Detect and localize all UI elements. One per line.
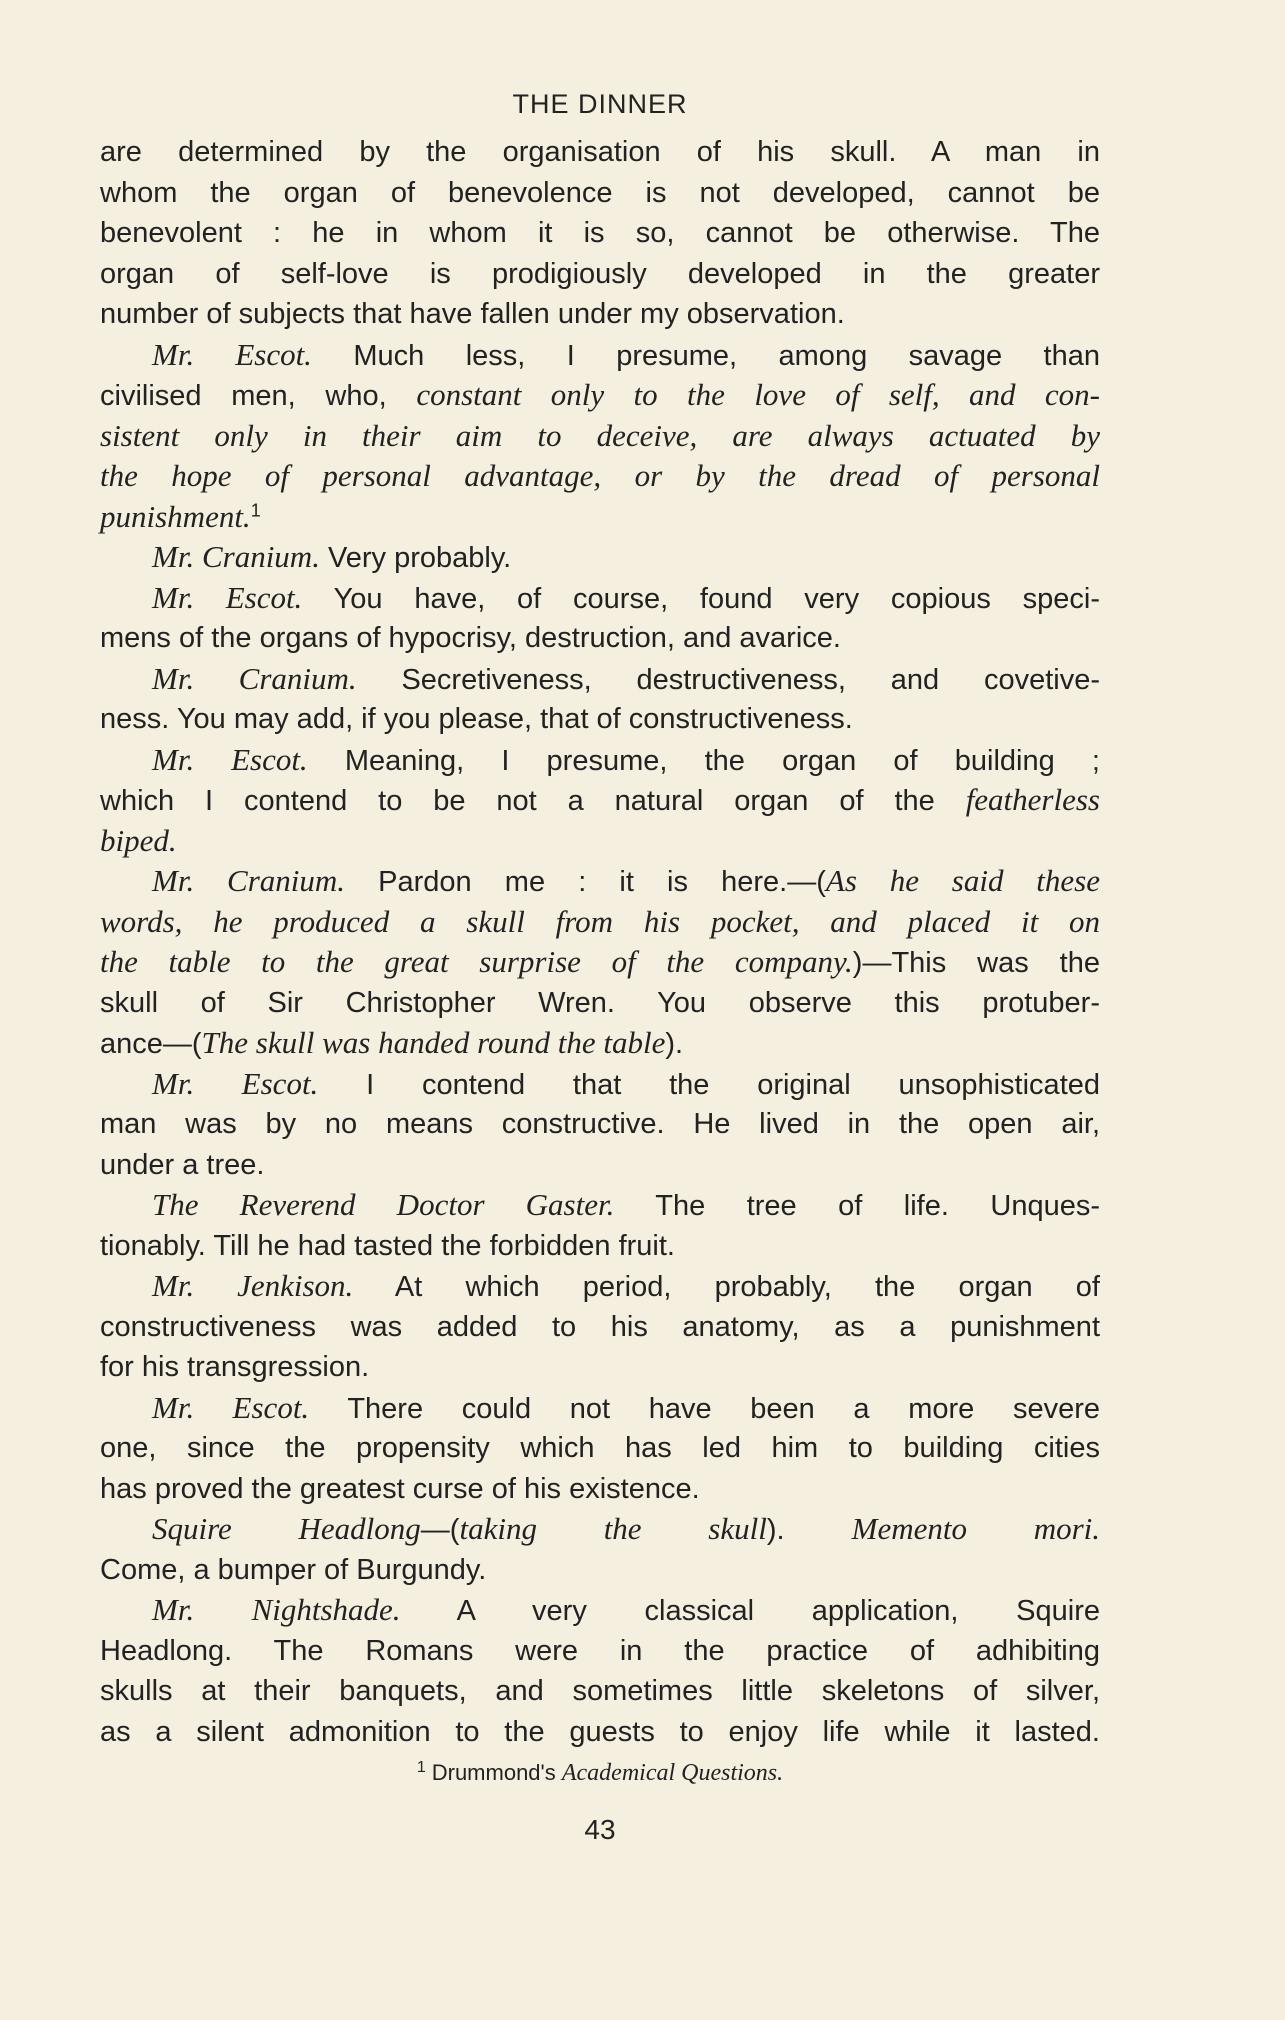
text-segment: The tree of life. Unques- bbox=[614, 1190, 1100, 1222]
italic-text: words, he produced a skull from his pocket, and placed it on bbox=[100, 903, 1100, 939]
italic-text: Mr. Escot. bbox=[152, 1065, 319, 1101]
page-number: 43 bbox=[584, 1814, 616, 1845]
text-line bbox=[100, 1712, 1100, 1753]
text-line bbox=[100, 1590, 1100, 1631]
text-segment: as a silent admonition to the guests to enjoy life while it lasted. bbox=[100, 1715, 1100, 1748]
text-segment: )—This was the bbox=[852, 947, 1100, 979]
text-line bbox=[100, 861, 1100, 902]
italic-text: Memento mori. bbox=[851, 1511, 1101, 1546]
italic-text: Mr. Cranium. bbox=[152, 539, 320, 574]
italic-text: Mr. Cranium. bbox=[152, 660, 357, 696]
book-page bbox=[100, 84, 1100, 1850]
body-text bbox=[100, 132, 1100, 1752]
text-segment: Headlong. The Romans were in the practice of adhibiting bbox=[100, 1634, 1100, 1667]
text-segment: At which period, probably, the organ of bbox=[353, 1271, 1100, 1303]
text-line bbox=[100, 1145, 1100, 1186]
text-line bbox=[100, 375, 1100, 416]
italic-text: Mr. Nightshade. bbox=[152, 1592, 401, 1627]
italic-text: punishment. bbox=[100, 498, 251, 534]
text-line bbox=[100, 132, 1100, 173]
text-segment: A very classical application, Squire bbox=[400, 1595, 1100, 1627]
text-segment: mens of the organs of hypocrisy, destruction, and avarice. bbox=[100, 622, 841, 654]
text-line bbox=[100, 1064, 1100, 1105]
text-segment: whom the organ of benevolence is not developed, cannot be bbox=[100, 176, 1100, 209]
text-segment: Secretiveness, destructiveness, and covetive- bbox=[356, 663, 1100, 696]
text-line bbox=[100, 1185, 1100, 1226]
italic-text: The skull was handed round the table bbox=[201, 1025, 666, 1060]
text-line bbox=[100, 1631, 1100, 1672]
text-line bbox=[100, 416, 1100, 457]
italic-text: As he said these bbox=[825, 863, 1100, 898]
text-segment: ). bbox=[665, 1028, 684, 1060]
text-line bbox=[100, 1428, 1100, 1469]
text-segment: has proved the greatest curse of his existence. bbox=[100, 1472, 700, 1505]
text-line bbox=[100, 456, 1100, 497]
italic-text: Mr. Jenkison. bbox=[152, 1268, 354, 1303]
italic-text: featherless bbox=[965, 782, 1100, 817]
text-segment: There could not have been a more severe bbox=[309, 1392, 1100, 1425]
text-segment: for his transgression. bbox=[100, 1351, 370, 1383]
text-segment: —( bbox=[420, 1514, 460, 1546]
text-line bbox=[100, 173, 1100, 214]
text-line bbox=[100, 942, 1100, 983]
footnote bbox=[100, 1756, 1100, 1790]
text-segment: man was by no means constructive. He lived in the open air, bbox=[100, 1108, 1100, 1140]
text-line bbox=[100, 1104, 1100, 1145]
text-line bbox=[100, 1388, 1100, 1429]
text-segment: benevolent : he in whom it is so, cannot be otherwise. The bbox=[100, 217, 1100, 249]
text-segment: Pardon me : it is here.—( bbox=[345, 866, 826, 898]
italic-text: Mr. Escot. bbox=[152, 1389, 310, 1425]
footnote-reference: 1 bbox=[250, 499, 261, 520]
italic-text: Mr. Escot. bbox=[152, 336, 312, 372]
text-line bbox=[100, 1023, 1100, 1064]
text-line bbox=[100, 1266, 1100, 1307]
text-line bbox=[100, 213, 1100, 254]
italic-text: the hope of personal advantage, or by the dread of personal bbox=[100, 458, 1100, 493]
text-line bbox=[100, 699, 1100, 740]
italic-text: taking the skull bbox=[459, 1511, 767, 1546]
italic-text: Mr. Cranium. bbox=[152, 863, 346, 898]
text-segment: ance—( bbox=[100, 1028, 202, 1060]
text-segment: constructiveness was added to his anatomy, as a punishment bbox=[100, 1310, 1100, 1343]
text-segment: Come, a bumper of Burgundy. bbox=[100, 1553, 487, 1586]
text-line bbox=[100, 1671, 1100, 1712]
text-line bbox=[100, 254, 1100, 295]
italic-text: biped. bbox=[100, 822, 177, 858]
text-line bbox=[100, 497, 1100, 538]
text-segment: I contend that the original unsophisticated bbox=[318, 1068, 1101, 1101]
text-segment: civilised men, who, bbox=[100, 380, 417, 412]
text-segment: number of subjects that have fallen under my observation. bbox=[100, 298, 845, 330]
footnote-text: Drummond's bbox=[431, 1760, 562, 1785]
running-head: THE DINNER bbox=[512, 89, 688, 119]
text-segment: ness. You may add, if you please, that of constructiveness. bbox=[100, 703, 853, 735]
text-line bbox=[100, 983, 1100, 1024]
italic-text: The Reverend Doctor Gaster. bbox=[152, 1187, 615, 1222]
text-line bbox=[100, 740, 1100, 781]
italic-text: Squire Headlong bbox=[152, 1511, 421, 1546]
italic-text: sistent only in their aim to deceive, are always actuated by bbox=[100, 417, 1100, 453]
footnote-title: Academical Questions. bbox=[561, 1760, 784, 1786]
text-segment: are determined by the organisation of his skull. A man in bbox=[100, 136, 1100, 168]
text-segment: Much less, I presume, among savage than bbox=[311, 339, 1100, 372]
italic-text: Mr. Escot. bbox=[152, 579, 303, 615]
text-line bbox=[100, 1550, 1100, 1591]
text-segment: under a tree. bbox=[100, 1148, 265, 1181]
italic-text: the table to the great surprise of the company. bbox=[100, 944, 853, 979]
italic-text: constant only to the love of self, and con- bbox=[416, 377, 1101, 412]
text-line bbox=[100, 821, 1100, 862]
text-segment: organ of self-love is prodigiously developed in the greater bbox=[100, 257, 1100, 290]
text-line bbox=[100, 335, 1100, 376]
text-segment: ). bbox=[766, 1514, 852, 1546]
text-line bbox=[100, 537, 1100, 578]
italic-text: Mr. Escot. bbox=[152, 741, 308, 777]
text-line bbox=[100, 902, 1100, 943]
text-line bbox=[100, 780, 1100, 821]
text-line bbox=[100, 618, 1100, 659]
text-line bbox=[100, 578, 1100, 619]
text-segment: Meaning, I presume, the organ of building ; bbox=[307, 744, 1100, 777]
text-line bbox=[100, 1347, 1100, 1388]
text-segment: You have, of course, found very copious speci- bbox=[302, 582, 1100, 615]
text-segment: skull of Sir Christopher Wren. You observe this protuber- bbox=[100, 986, 1100, 1019]
text-line bbox=[100, 659, 1100, 700]
text-line bbox=[100, 1226, 1100, 1267]
text-segment: Very probably. bbox=[319, 542, 512, 574]
text-line bbox=[100, 294, 1100, 335]
text-segment: skulls at their banquets, and sometimes little skeletons of silver, bbox=[100, 1675, 1100, 1707]
text-segment: tionably. Till he had tasted the forbidden fruit. bbox=[100, 1229, 675, 1262]
text-line bbox=[100, 1509, 1100, 1550]
text-line bbox=[100, 1307, 1100, 1348]
text-segment: which I contend to be not a natural organ of the bbox=[100, 785, 966, 817]
text-line bbox=[100, 1469, 1100, 1510]
footnote-mark: 1 bbox=[416, 1758, 426, 1776]
text-segment: one, since the propensity which has led him to building cities bbox=[100, 1432, 1100, 1464]
